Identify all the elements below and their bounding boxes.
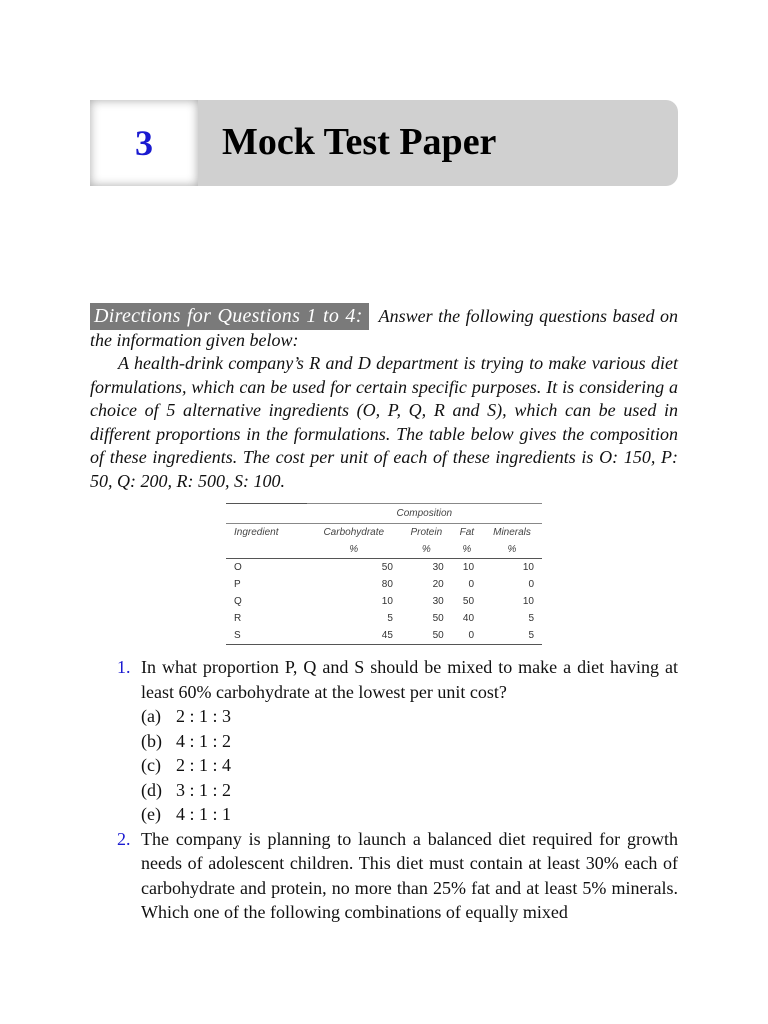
question-list	[90, 655, 678, 925]
option-label: (b)	[141, 730, 162, 751]
table-cell: 5	[387, 613, 393, 624]
table-cell: Q	[234, 596, 242, 607]
table-cell: 40	[462, 613, 475, 624]
table-cell: 30	[432, 562, 444, 573]
question-text: In what proportion P, Q and S should be mixed to make a diet having at least 60% carbohydrate at the lowest per unit cost?	[141, 657, 678, 702]
question-number: 1.	[117, 657, 131, 677]
table-row	[226, 627, 542, 645]
table-cell: 80	[381, 579, 393, 590]
option-e	[141, 802, 678, 827]
table-unit-fat: %	[462, 544, 472, 555]
table-cell: 5	[528, 613, 534, 624]
table-cell: 50	[432, 630, 444, 641]
option-label: (c)	[141, 755, 161, 775]
option-text: 2 : 1 : 4	[176, 755, 232, 775]
table-cell: 0	[528, 579, 534, 590]
table-cell: P	[234, 579, 241, 590]
table-group-header: Composition	[307, 504, 542, 524]
chapter-title: Mock Test Paper	[222, 121, 497, 163]
table-cell: R	[234, 613, 242, 624]
table-row	[226, 610, 542, 627]
option-c	[141, 753, 678, 778]
option-text: 2 : 1 : 3	[176, 706, 232, 726]
chapter-number: 3	[135, 123, 153, 163]
question-2	[90, 827, 678, 925]
table-header-carbohydrate: Carbohydrate	[323, 527, 385, 538]
table-cell: 0	[468, 630, 475, 641]
question-number: 2.	[117, 828, 131, 849]
option-label: (a)	[141, 706, 161, 726]
chapter-number-box	[90, 100, 198, 186]
table-header-protein: Protein	[410, 527, 443, 538]
table-cell: 20	[432, 579, 444, 590]
directions	[90, 305, 678, 352]
table-cell: O	[234, 562, 242, 573]
composition-table	[226, 503, 542, 645]
table-row	[226, 559, 542, 577]
table-cell: 50	[432, 613, 444, 624]
option-text: 3 : 1 : 2	[176, 779, 232, 800]
table-row	[226, 593, 542, 610]
option-label: (d)	[141, 779, 162, 800]
directions-label: Directions for Questions 1 to 4:	[90, 303, 369, 330]
table-cell: 50	[381, 562, 393, 573]
option-d	[141, 778, 678, 803]
table-header-minerals: Minerals	[493, 527, 531, 538]
option-text: 4 : 1 : 2	[176, 730, 232, 751]
table-cell: 45	[381, 630, 393, 641]
table-unit-minerals: %	[507, 544, 517, 555]
table-header-fat: Fat	[459, 527, 475, 538]
table-cell: 30	[432, 596, 444, 607]
option-label: (e)	[141, 804, 161, 824]
question-text: The company is planning to launch a balanced diet required for growth needs of adolescent children. This diet must contain at least 30% each of carbohydrate and protein, no more than 25% fat and at least 5% minerals. Which one of the following combinations of equally mixed	[141, 828, 678, 922]
table-header-ingredient: Ingredient	[234, 527, 279, 538]
page-content	[90, 305, 678, 925]
composition-table-wrap	[226, 503, 542, 645]
table-unit-ingredient	[226, 541, 307, 559]
table-cell: 10	[522, 596, 534, 607]
table-row	[226, 576, 542, 593]
option-text: 4 : 1 : 1	[176, 804, 232, 824]
table-cell: 50	[462, 596, 475, 607]
table-cell: 5	[528, 630, 534, 641]
question-1	[90, 655, 678, 827]
table-cell: 10	[381, 596, 393, 607]
table-unit-protein: %	[421, 544, 431, 555]
table-unit-carbohydrate: %	[349, 544, 359, 555]
table-cell: 10	[462, 562, 475, 573]
chapter-banner	[90, 100, 678, 186]
passage: A health-drink company’s R and D department is trying to make various diet formulations, which can be used for certain specific purposes. It is considering a choice of 5 alternative ingredients (O, P, Q, R and S), which can be used in different proportions in the formulations. The table below gives the composition of these ingredients. The cost per unit of each of these ingredients is O: 150, P: 50, Q: 200, R: 500, S: 100.	[90, 353, 678, 491]
option-b	[141, 729, 678, 754]
table-cell: 10	[522, 562, 534, 573]
table-cell: 0	[468, 579, 475, 590]
table-cell: S	[234, 630, 241, 641]
option-a	[141, 704, 678, 729]
directions-text: Answer the following questions based on the information given below:	[90, 306, 678, 350]
